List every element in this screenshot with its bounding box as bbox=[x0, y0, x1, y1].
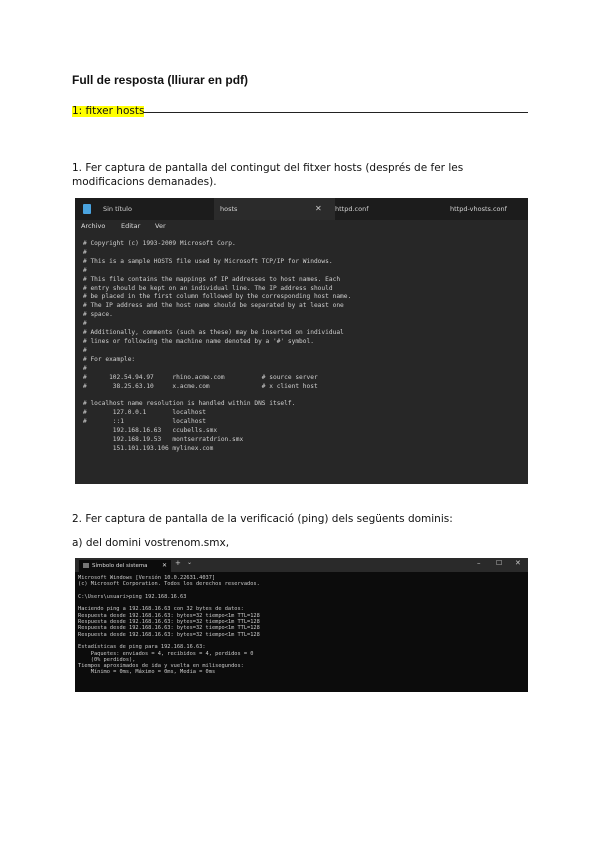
notepad-app-icon bbox=[83, 204, 91, 214]
tab-hosts[interactable]: hosts bbox=[214, 198, 335, 220]
notepad-tab-bar bbox=[75, 198, 528, 220]
notepad-menu-bar bbox=[75, 220, 528, 234]
menu-archivo[interactable]: Archivo bbox=[81, 222, 106, 230]
menu-ver[interactable]: Ver bbox=[155, 222, 166, 230]
ping-output[interactable]: Microsoft Windows [Versión 10.0.22631.4037] (c) Microsoft Corporation. Todos los derechos reservados. C:\Users\usuari>ping 192.168.16.63 Haciendo ping a 192.168.16.63 con 32 bytes de datos: Respuesta desde 192.168.16.63: bytes=32 tiempo<1m TTL=128 Respuesta desde 192.168.16.63: bytes=32 tiempo<1m TTL=128 Respuesta desde 192.168.16.63: bytes=32 tiempo<1m TTL=128 Respuesta desde 192.168.16.63: bytes=32 tiempo<1m TTL=128 Estadísticas de ping para 192.168.16.63: Paquetes: enviados = 4, recibidos = 4, perdidos = 0 (0% perdidos), Tiempos aproximados de ida y vuelta en milisegundos: Mínimo = 0ms, Máximo = 0ms, Media = 0ms bbox=[78, 575, 260, 676]
chevron-down-icon[interactable]: ⌄ bbox=[187, 559, 193, 566]
section-heading-label: 1: fitxer hosts bbox=[72, 105, 145, 117]
new-tab-button[interactable]: + bbox=[175, 559, 181, 567]
tab-httpd-conf[interactable]: httpd.conf bbox=[335, 205, 369, 213]
section-heading bbox=[72, 99, 528, 117]
maximize-button[interactable]: ☐ bbox=[496, 559, 503, 567]
minimize-button[interactable]: – bbox=[477, 559, 481, 567]
question-1-text: 1. Fer captura de pantalla del contingut del fitxer hosts (després de fer les modificacions demanades). bbox=[72, 162, 464, 188]
window-close-button[interactable]: ✕ bbox=[515, 559, 521, 567]
close-icon[interactable]: ✕ bbox=[315, 204, 322, 213]
menu-editar[interactable]: Editar bbox=[121, 222, 141, 230]
cmd-title-bar bbox=[75, 558, 528, 572]
notepad-screenshot bbox=[75, 198, 528, 484]
question-2a-text: a) del domini vostrenom.smx, bbox=[72, 537, 230, 549]
tab-close-icon[interactable]: ✕ bbox=[161, 562, 167, 569]
page-title: Full de resposta (lliurar en pdf) bbox=[72, 73, 249, 87]
hosts-file-content[interactable]: # Copyright (c) 1993-2009 Microsoft Corp. # # This is a sample HOSTS file used by Microsoft TCP/IP for Windows. # # This file contains the mappings of IP addresses to host names. Each # entry should be kept on an individual line. The IP address should # be placed in the first column followed by the corresponding host name. # The IP address and the host name should be separated by at least one # space. # # Additionally, comments (such as these) may be inserted on individual # lines or following the machine name denoted by a '#' symbol. # # For example: # # 102.54.94.97 rhino.acme.com # source server # 38.25.63.10 x.acme.com # x client host # localhost name resolution is handled within DNS itself. # 127.0.0.1 localhost # ::1 localhost 192.168.16.63 ccubells.smx 192.168.19.53 montserratdrion.smx 151.101.193.106 mylinex.com bbox=[83, 240, 352, 452]
tab-sin-titulo[interactable]: Sin título bbox=[103, 205, 132, 213]
terminal-icon bbox=[83, 563, 89, 568]
question-2-text: 2. Fer captura de pantalla de la verificació (ping) dels següents dominis: bbox=[72, 513, 453, 525]
cmd-tab-label: Símbolo del sistema bbox=[92, 563, 148, 569]
cmd-screenshot bbox=[75, 558, 528, 692]
tab-httpd-vhosts[interactable]: httpd-vhosts.conf bbox=[450, 205, 507, 213]
cmd-tab[interactable] bbox=[79, 560, 171, 572]
